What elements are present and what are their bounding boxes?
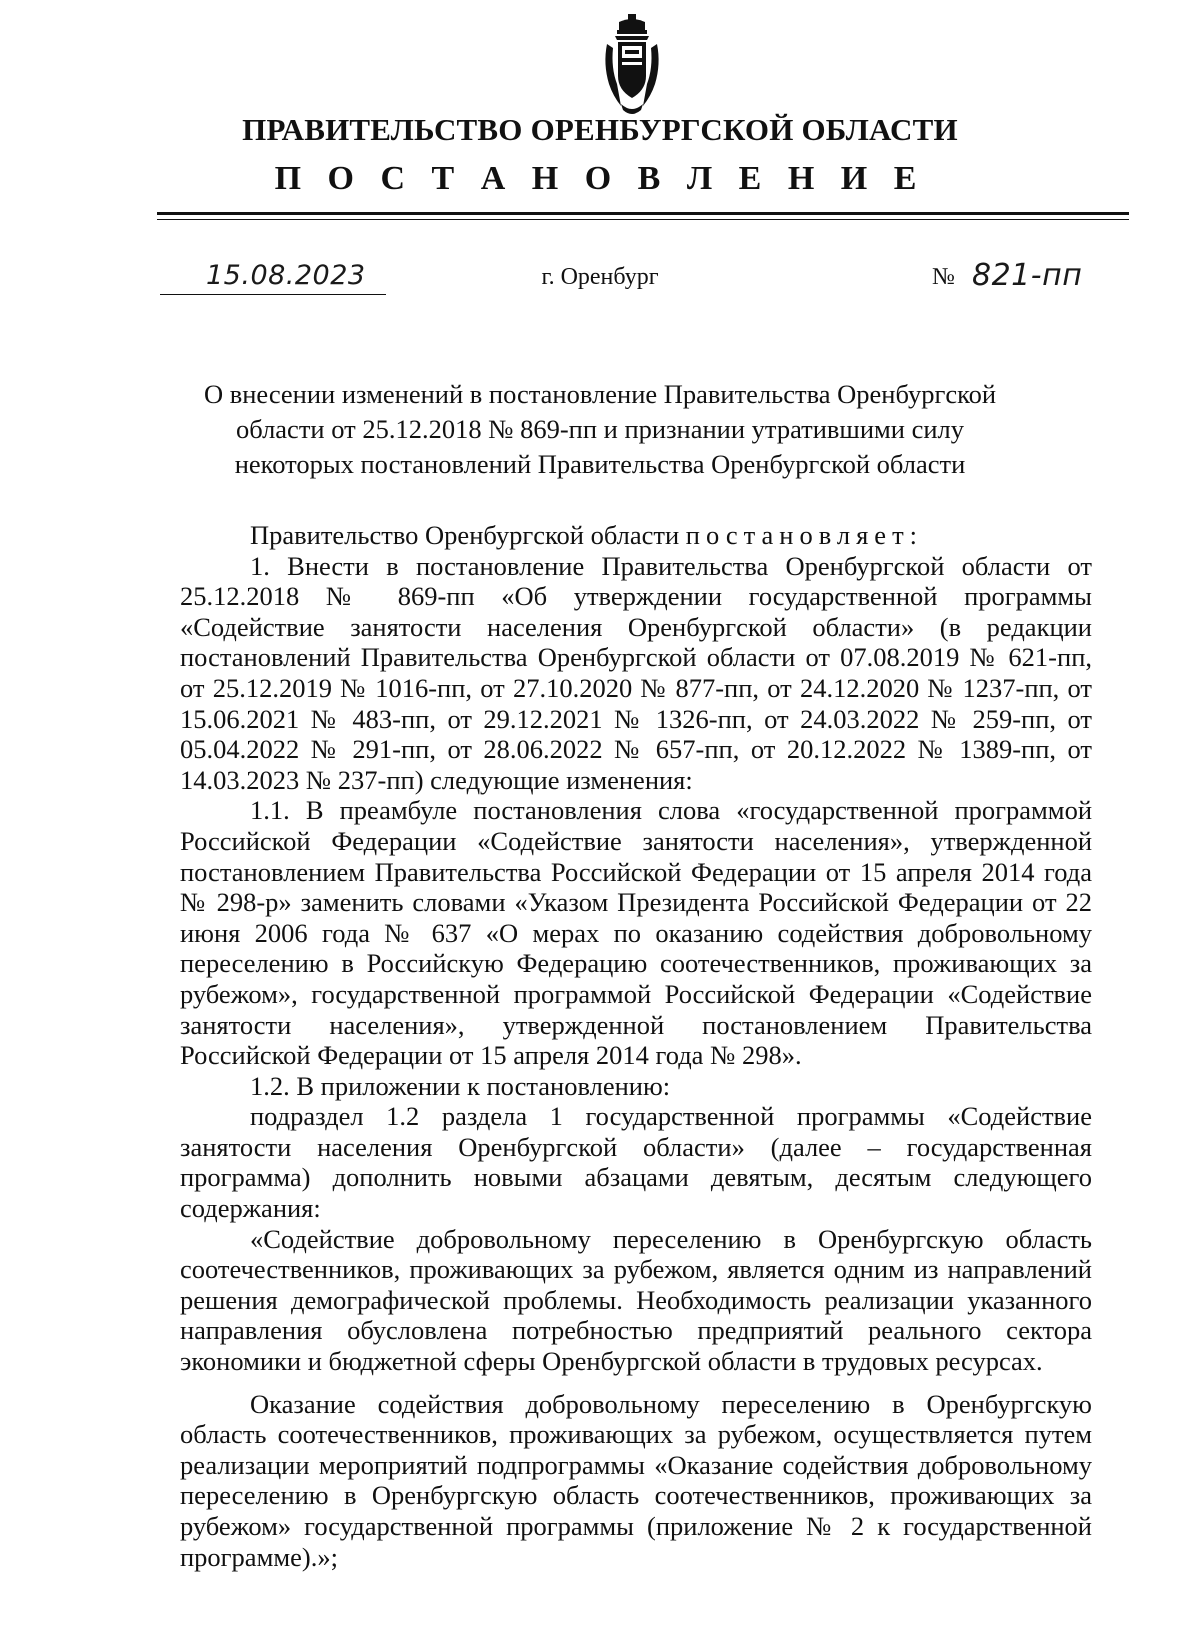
- preamble-paragraph: [180, 520, 1092, 551]
- preamble-resolves: постановляет:: [685, 520, 924, 550]
- header-divider-thick: [157, 212, 1129, 215]
- document-type-title: П О С Т А Н О В Л Е Н И Е: [274, 160, 926, 197]
- handwritten-date: 15.08.2023: [206, 260, 366, 291]
- paragraph-subsection: подраздел 1.2 раздела 1 государственной программы «Содействие занятости населения Оренбургской области» (далее – государственная программа) дополнить новыми абзацами девятым, десятым следующего содержания:: [180, 1101, 1092, 1224]
- city-label: г. Оренбург: [541, 264, 659, 290]
- document-body: [180, 520, 1092, 1572]
- paragraph-1-1: 1.1. В преамбуле постановления слова «государственной программой Российской Федерации «Содействие занятости населения», утвержденной постановлением Правительства Российской Федерации от 15 апреля 2014 года № 298-р» заменить словами «Указом Президента Российской Федерации от 22 июня 2006 года № 637 «О мерах по оказанию содействия добровольному переселению в Российскую Федерацию соотечественников, проживающих за рубежом», государственной программой Российской Федерации «Содействие занятости населения», утвержденной постановлением Правительства Российской Федерации от 15 апреля 2014 года № 298».: [180, 795, 1092, 1071]
- coat-of-arms-emblem: [603, 14, 661, 118]
- paragraph-quote-2: Оказание содействия добровольному переселению в Оренбургскую область соотечественников, проживающих за рубежом, осуществляется путем реализации мероприятий подпрограммы «Оказание содействия добровольному переселению в Оренбургскую область соотечественников, проживающих за рубежом» государственной программы (приложение № 2 к государственной программе).»;: [180, 1388, 1092, 1572]
- number-sign: №: [932, 264, 955, 290]
- document-number-field: [932, 258, 1112, 294]
- handwritten-number: 821-пп: [972, 258, 1083, 293]
- subject-line-2: области от 25.12.2018 № 869-пп и признании утратившими силу: [236, 414, 964, 444]
- document-subject: [180, 377, 1020, 482]
- subject-line-3: некоторых постановлений Правительства Оренбургской области: [234, 449, 966, 479]
- organization-name: ПРАВИТЕЛЬСТВО ОРЕНБУРГСКОЙ ОБЛАСТИ: [242, 112, 958, 147]
- paragraph-1: 1. Внести в постановление Правительства Оренбургской области от 25.12.2018 № 869-пп «Об утверждении государственной программы «Содействие занятости населения Оренбургской области» (в редакции постановлений Правительства Оренбургской области от 07.08.2019 № 621-пп, от 25.12.2019 № 1016-пп, от 27.10.2020 № 877-пп, от 24.12.2020 № 1237-пп, от 15.06.2021 № 483-пп, от 29.12.2021 № 1326-пп, от 24.03.2022 № 259-пп, от 05.04.2022 № 291-пп, от 28.06.2022 № 657-пп, от 20.12.2022 № 1389-пп, от 14.03.2023 № 237-пп) следующие изменения:: [180, 550, 1092, 795]
- preamble-text: Правительство Оренбургской области: [250, 520, 686, 550]
- header-divider-thin: [157, 219, 1129, 220]
- subject-line-1: О внесении изменений в постановление Правительства Оренбургской: [203, 379, 997, 409]
- paragraph-1-2: 1.2. В приложении к постановлению:: [250, 1070, 671, 1101]
- paragraph-quote-1: «Содействие добровольному переселению в Оренбургскую область соотечественников, проживающих за рубежом, является одним из направлений решения демографической проблемы. Необходимость реализации указанного направления обусловлена потребностью предприятий реального сектора экономики и бюджетной сферы Оренбургской области в трудовых ресурсах.: [180, 1223, 1092, 1377]
